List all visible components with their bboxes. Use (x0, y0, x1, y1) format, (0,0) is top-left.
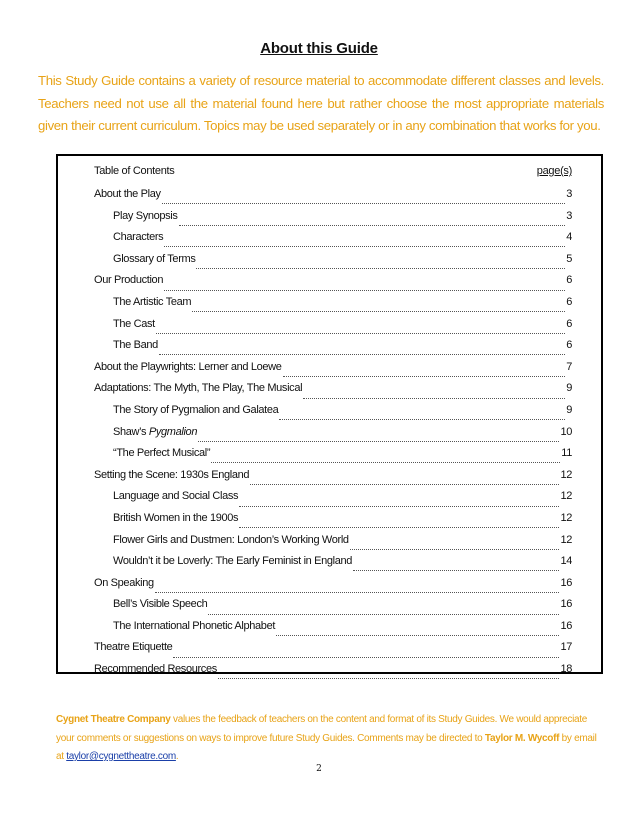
toc-header-pages: page(s) (536, 165, 572, 177)
toc-dot-leader (155, 584, 560, 593)
toc-dot-leader (159, 346, 565, 355)
toc-entry-label (94, 577, 154, 589)
toc-entry-label (113, 534, 349, 546)
page-number: 2 (316, 764, 322, 774)
toc-entry-page: 4 (566, 231, 572, 244)
toc-entry-page: 3 (566, 188, 572, 200)
toc-entry-text: Shaw’s (113, 425, 149, 438)
toc-entry-page: 11 (561, 447, 572, 460)
toc-entry-text: Bell’s Visible Speech (113, 598, 208, 611)
toc-entry-text: About the Playwrights: Lerner and Loewe (94, 360, 282, 373)
toc-dot-leader (196, 260, 565, 269)
toc-entry-page: 6 (566, 339, 572, 352)
toc-entry-label (113, 231, 163, 243)
toc-entry (94, 490, 572, 512)
toc-entry-label (94, 361, 282, 373)
toc-dot-leader (350, 541, 560, 550)
toc-entry-label (113, 490, 238, 502)
toc-entry-text: “The Perfect Musical” (113, 447, 211, 460)
toc-dot-leader (156, 325, 565, 334)
toc-entry-page: 14 (560, 555, 572, 568)
toc-entry-label (113, 598, 207, 610)
toc-entry-text: The International Phonetic Alphabet (113, 619, 276, 632)
feedback-note (56, 711, 604, 767)
toc-entry-italic-text: Pygmalion (148, 425, 198, 438)
toc-entry-page: 5 (566, 252, 572, 265)
toc-entry (94, 361, 572, 383)
toc-entry-text: Glossary of Terms (113, 252, 196, 265)
toc-entry (94, 339, 572, 361)
toc-dot-leader (164, 238, 565, 247)
feedback-text-3: . (175, 751, 179, 762)
toc-entry-text: Recommended Resources (94, 663, 217, 676)
toc-entry-label (94, 469, 249, 481)
toc-entry (94, 598, 572, 620)
toc-dot-leader (173, 649, 559, 658)
toc-dot-leader (208, 606, 559, 615)
toc-entry-page: 6 (566, 295, 572, 308)
toc-entry-text: The Artistic Team (113, 295, 192, 308)
toc-dot-leader (303, 390, 565, 399)
toc-entry (94, 274, 572, 296)
toc-entry (94, 188, 572, 210)
toc-entry-label (113, 447, 210, 459)
toc-entry (94, 253, 572, 275)
toc-entry-page: 6 (566, 317, 572, 330)
toc-entry-page: 12 (560, 490, 572, 503)
toc-entry-page: 12 (560, 533, 572, 546)
toc-entry-page: 16 (560, 598, 572, 611)
toc-entry (94, 577, 572, 599)
toc-entry-page: 9 (566, 382, 572, 395)
toc-entry-text: Setting the Scene: 1930s England (94, 468, 250, 481)
toc-entry-text: Wouldn’t it be Loverly: The Early Feminist in England (113, 555, 353, 568)
toc-entry (94, 296, 572, 318)
toc-entry-text: Characters (113, 231, 164, 244)
toc-entry-text: The Story of Pygmalion and Galatea (113, 403, 279, 416)
toc-entry-text: Theatre Etiquette (94, 641, 173, 654)
toc-entry (94, 663, 572, 685)
toc-entry (94, 426, 572, 448)
toc-entry-label (94, 382, 302, 394)
toc-entry-page: 16 (560, 619, 572, 632)
contact-name: Taylor M. Wycoff (484, 732, 560, 744)
toc-entry-page: 12 (560, 468, 572, 481)
feedback-text-2: by email at (56, 732, 597, 762)
toc-entry (94, 469, 572, 491)
toc-dot-leader (276, 627, 559, 636)
toc-header-title: Table of Contents (94, 165, 175, 177)
toc-entry-page: 16 (560, 576, 572, 589)
toc-entry-page: 17 (560, 641, 572, 654)
org-name: Cygnet Theatre Company (56, 714, 171, 725)
toc-dot-leader (283, 368, 566, 377)
toc-entry-text: Flower Girls and Dustmen: London’s Working World (113, 533, 349, 546)
toc-entry-page: 12 (560, 511, 572, 524)
toc-entry-label (113, 210, 178, 222)
toc-entry (94, 534, 572, 556)
toc-dot-leader (192, 303, 565, 312)
toc-entry-page: 7 (566, 360, 572, 373)
toc-entry (94, 555, 572, 577)
toc-entry-text: Our Production (94, 274, 164, 287)
toc-dot-leader (218, 670, 560, 679)
toc-entry-label (113, 318, 155, 330)
toc-dot-leader (279, 411, 565, 420)
toc-entry (94, 231, 572, 253)
toc-entry (94, 641, 572, 663)
toc-entry-label (113, 253, 195, 265)
toc-entry-text: British Women in the 1900s (113, 511, 239, 524)
toc-entry-label (94, 188, 161, 200)
intro-paragraph: This Study Guide contains a variety of resource material to accommodate different classes and levels. Teachers need not use all the material found here but rather choose the most appropriate materials given their current curriculum. Topics may be used separately or in any combination that works for you. (38, 73, 604, 133)
toc-entry (94, 382, 572, 404)
toc-entry (94, 404, 572, 426)
toc-dot-leader (250, 476, 559, 485)
toc-entry-text: About the Play (94, 188, 161, 200)
toc-entry-page: 9 (566, 403, 572, 416)
toc-entry-page: 10 (560, 425, 572, 438)
toc-entry-text: Language and Social Class (113, 490, 239, 503)
email-link[interactable]: taylor@cygnettheatre.com (66, 751, 176, 762)
feedback-text-1: values the feedback of teachers on the content and format of its Study Guides. We would appreciate your comments or suggestions on ways to improve future Study Guides. Comments may be directed to (56, 714, 588, 744)
toc-entry (94, 318, 572, 340)
toc-entry-label (94, 663, 217, 675)
toc-dot-leader (239, 498, 559, 507)
toc-entry-label (113, 339, 158, 351)
toc-dot-leader (239, 519, 559, 528)
toc-entry-label (94, 274, 163, 286)
toc-list (94, 188, 572, 685)
toc-entry-label (113, 512, 238, 524)
toc-entry-text: Adaptations: The Myth, The Play, The Musical (94, 382, 303, 395)
toc-entry-label (113, 296, 191, 308)
toc-entry (94, 447, 572, 469)
toc-dot-leader (164, 282, 565, 291)
toc-entry-text: Play Synopsis (113, 209, 178, 222)
toc-entry-text: The Band (113, 339, 158, 352)
toc-entry-label (94, 641, 172, 653)
page-title: About this Guide (260, 40, 378, 57)
toc-entry-label (113, 555, 352, 567)
toc-entry (94, 210, 572, 232)
toc-dot-leader (353, 562, 559, 571)
toc-entry-page: 18 (560, 663, 572, 676)
toc-entry-label (113, 620, 275, 632)
toc-entry-text: On Speaking (94, 576, 154, 589)
toc-entry-page: 3 (566, 209, 572, 222)
toc-entry-page: 6 (566, 274, 572, 287)
toc-entry-label (113, 404, 278, 416)
toc-entry (94, 620, 572, 642)
toc-dot-leader (162, 195, 566, 204)
toc-entry (94, 512, 572, 534)
toc-dot-leader (211, 454, 560, 463)
toc-dot-leader (198, 433, 559, 442)
toc-entry-label (113, 426, 197, 438)
toc-entry-text: The Cast (113, 317, 155, 330)
toc-dot-leader (179, 217, 566, 226)
toc-header (94, 165, 572, 177)
